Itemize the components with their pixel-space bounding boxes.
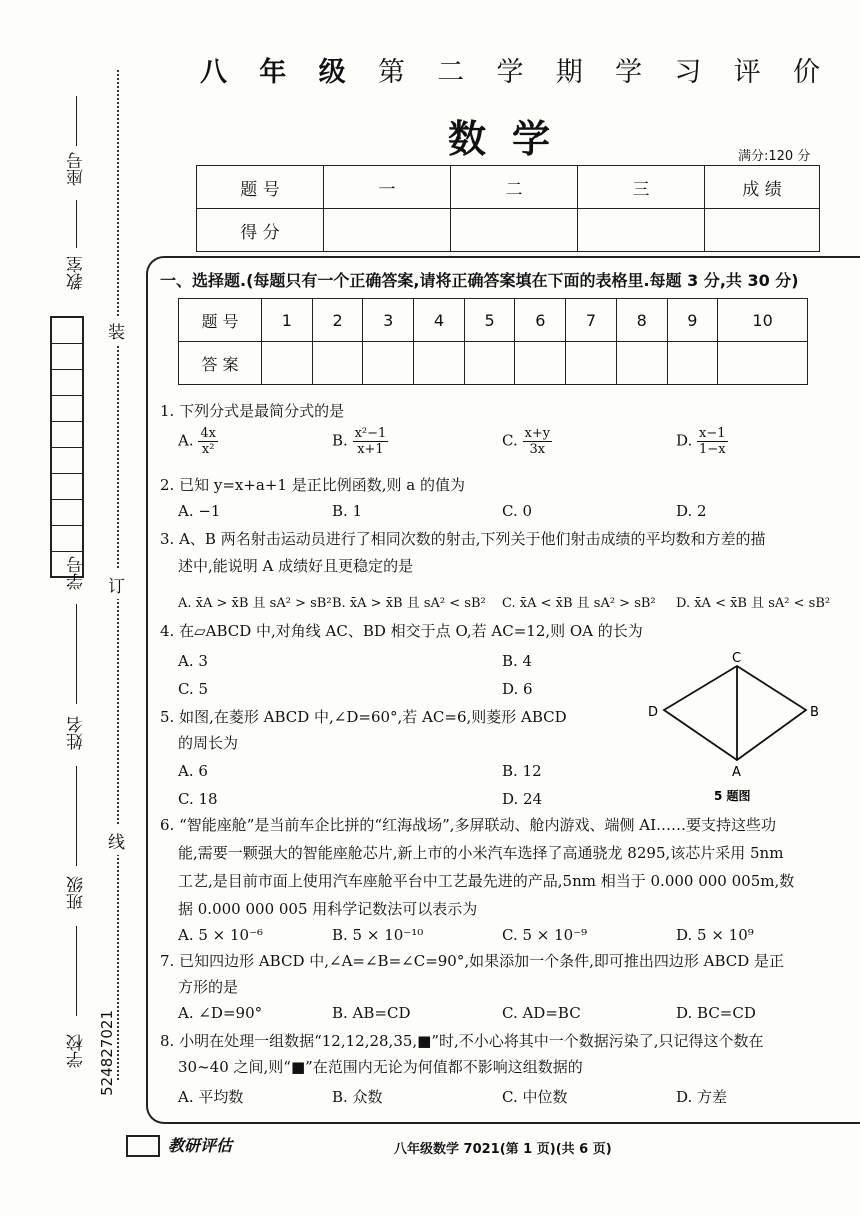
answer-cell[interactable] [312, 342, 363, 385]
q7-line1: 7. 已知四边形 ABCD 中,∠A=∠B=∠C=90°,如果添加一个条件,即可推出四边形 ABCD 是正 [160, 952, 785, 970]
answer-header-cell: 8 [616, 299, 667, 342]
q7-option-c: C. AD=BC [502, 1004, 581, 1022]
subject-title: 数学 [448, 117, 577, 161]
score-cell[interactable] [324, 209, 451, 252]
q7-option-d: D. BC=CD [676, 1004, 756, 1022]
q5-option-a: A. 6 [178, 762, 208, 780]
q6-option-d: D. 5 × 10⁹ [676, 926, 754, 944]
answer-table [178, 298, 808, 385]
q2-option-d: D. 2 [676, 502, 707, 520]
denominator: 1−x [699, 442, 726, 457]
score-header-cell: 题 号 [197, 166, 324, 209]
classroom-blank-line[interactable] [76, 200, 77, 248]
student-no-label: 学号 [67, 556, 87, 590]
bind-word-ding: 订 [108, 570, 125, 599]
answer-row-label: 答 案 [179, 342, 262, 385]
score-cell[interactable] [705, 209, 820, 252]
answer-header-cell: 4 [414, 299, 465, 342]
q4-option-c: C. 5 [178, 680, 209, 698]
q3-option-a: A. x̄A > x̄B 且 sA² > sB² [178, 596, 332, 611]
school-label: 学校 [67, 1034, 87, 1068]
numerator: x+y [524, 426, 551, 441]
score-header-cell: 三 [578, 166, 705, 209]
title-char: 期 [555, 57, 583, 88]
q1-option-a [178, 426, 218, 457]
numerator: 4x [200, 426, 216, 441]
q8-line2: 30~40 之间,则“■”在范围内无论为何值都不影响这组数据的 [178, 1058, 583, 1076]
q1-option-d [676, 426, 728, 457]
fraction [697, 426, 728, 457]
answer-cell[interactable] [515, 342, 566, 385]
option-letter: B. [332, 431, 348, 450]
classroom-label: 教室 [67, 256, 87, 290]
answer-cell[interactable] [667, 342, 718, 385]
bind-word-zhuang: 装 [108, 316, 125, 345]
title-char: 八 [200, 57, 227, 88]
q2-option-c: C. 0 [502, 502, 533, 520]
footer-box [126, 1135, 160, 1157]
q3-stem-line2: 述中,能说明 A 成绩好且更稳定的是 [178, 557, 414, 575]
q1-option-b [332, 426, 388, 457]
q8-option-c: C. 中位数 [502, 1088, 568, 1106]
score-header-cell: 成 绩 [705, 166, 820, 209]
exam-title [200, 50, 820, 89]
q6-line1: 6. “智能座舱”是当前车企比拼的“红海战场”,多屏联动、舱内游戏、端侧 AI……要支持这些功 [160, 816, 777, 834]
answer-cell[interactable] [566, 342, 617, 385]
q6-option-b: B. 5 × 10⁻¹⁰ [332, 926, 424, 944]
student-id-boxes[interactable] [50, 316, 84, 578]
answer-header-cell: 3 [363, 299, 414, 342]
q5-stem-line2: 的周长为 [178, 734, 239, 752]
vertex-a-label: A [732, 765, 741, 780]
title-char: 评 [733, 57, 761, 88]
score-cell[interactable] [578, 209, 705, 252]
answer-header-cell: 9 [667, 299, 718, 342]
seat-label: 座号 [67, 152, 87, 186]
title-char: 二 [437, 57, 465, 88]
q1-stem: 1. 下列分式是最简分式的是 [160, 402, 345, 420]
name-label: 姓名 [67, 716, 87, 750]
q5-option-c: C. 18 [178, 790, 218, 808]
q1-option-c [502, 426, 552, 457]
title-char: 年 [259, 57, 287, 88]
answer-cell[interactable] [414, 342, 465, 385]
q5-option-d: D. 24 [502, 790, 543, 808]
vertex-b-label: B [810, 705, 819, 720]
q6-line4: 据 0.000 000 005 用科学记数法可以表示为 [178, 900, 478, 918]
answer-cell[interactable] [616, 342, 667, 385]
title-char: 习 [674, 57, 702, 88]
q8-option-b: B. 众数 [332, 1088, 383, 1106]
denominator: x+1 [357, 442, 384, 457]
q8-line1: 8. 小明在处理一组数据“12,12,28,35,■”时,不小心将其中一个数据污染了,只记得这个数在 [160, 1032, 764, 1050]
answer-header-cell: 7 [566, 299, 617, 342]
answer-header-cell: 1 [262, 299, 313, 342]
q3-stem-line1: 3. A、B 两名射击运动员进行了相同次数的射击,下列关于他们射击成绩的平均数和方差的描 [160, 530, 766, 548]
q4-option-a: A. 3 [178, 652, 208, 670]
name-blank-line[interactable] [76, 766, 77, 866]
score-cell[interactable] [451, 209, 578, 252]
serial-number: 524827021 [98, 1010, 116, 1096]
q4-option-b: B. 4 [502, 652, 533, 670]
fraction [198, 426, 218, 457]
vertex-c-label: C [732, 651, 742, 666]
rhombus-figure [640, 648, 830, 808]
q8-option-d: D. 方差 [676, 1088, 728, 1106]
q4-option-d: D. 6 [502, 680, 533, 698]
answer-header-cell: 题 号 [179, 299, 262, 342]
title-char: 级 [318, 57, 346, 88]
q6-line2: 能,需要一颗强大的智能座舱芯片,新上市的小米汽车选择了高通骁龙 8295,该芯片采用 5nm [178, 844, 784, 862]
answer-header-cell: 10 [718, 299, 808, 342]
answer-cell[interactable] [718, 342, 808, 385]
name-blank-line-top[interactable] [76, 604, 77, 704]
answer-header-cell: 6 [515, 299, 566, 342]
answer-cell[interactable] [464, 342, 515, 385]
denominator: 3x [529, 442, 546, 457]
score-header-cell: 一 [324, 166, 451, 209]
title-char: 学 [496, 57, 524, 88]
score-header-cell: 二 [451, 166, 578, 209]
q4-stem: 4. 在▱ABCD 中,对角线 AC、BD 相交于点 O,若 AC=12,则 OA 的长为 [160, 622, 643, 640]
numerator: x²−1 [354, 426, 387, 441]
answer-header-cell: 5 [464, 299, 515, 342]
bind-word-xian: 线 [108, 826, 125, 855]
option-letter: C. [502, 431, 518, 450]
answer-cell[interactable] [363, 342, 414, 385]
q3-option-d: D. x̄A < x̄B 且 sA² < sB² [676, 596, 831, 611]
q7-option-b: B. AB=CD [332, 1004, 411, 1022]
option-letter: D. [676, 431, 693, 450]
denominator: x² [201, 442, 215, 457]
title-char: 价 [792, 57, 820, 88]
q7-option-a: A. ∠D=90° [178, 1004, 263, 1022]
class-blank-line[interactable] [76, 926, 77, 1016]
seat-blank-line[interactable] [76, 96, 77, 146]
figure-caption: 5 题图 [714, 789, 751, 803]
section1-title: 一、选择题.(每题只有一个正确答案,请将正确答案填在下面的表格里.每题 3 分,共 30 分) [160, 271, 799, 290]
title-char: 学 [615, 57, 643, 88]
q5-option-b: B. 12 [502, 762, 542, 780]
title-char: 第 [377, 57, 405, 88]
numerator: x−1 [699, 426, 726, 441]
score-table [196, 165, 820, 252]
rhombus-shape [664, 666, 806, 760]
answer-header-cell: 2 [312, 299, 363, 342]
q3-option-c: C. x̄A < x̄B 且 sA² > sB² [502, 596, 656, 611]
full-score: 满分:120 分 [738, 149, 811, 164]
option-letter: A. [178, 431, 194, 450]
footer-left-text: 教研评估 [168, 1136, 233, 1155]
q7-line2: 方形的是 [178, 978, 239, 996]
q3-option-b: B. x̄A > x̄B 且 sA² < sB² [332, 596, 486, 611]
q6-option-a: A. 5 × 10⁻⁶ [178, 926, 264, 944]
page-footer: 八年级数学 7021(第 1 页)(共 6 页) [394, 1142, 612, 1157]
score-row-label: 得 分 [197, 209, 324, 252]
fraction [353, 426, 389, 457]
q2-option-b: B. 1 [332, 502, 363, 520]
q6-option-c: C. 5 × 10⁻⁹ [502, 926, 588, 944]
class-label: 班级 [67, 876, 87, 910]
q5-stem-line1: 5. 如图,在菱形 ABCD 中,∠D=60°,若 AC=6,则菱形 ABCD [160, 708, 567, 726]
q6-line3: 工艺,是目前市面上使用汽车座舱平台中工艺最先进的产品,5nm 相当于 0.000 000 005m,数 [178, 872, 795, 890]
fraction [523, 426, 553, 457]
q2-stem: 2. 已知 y=x+a+1 是正比例函数,则 a 的值为 [160, 476, 465, 494]
q8-option-a: A. 平均数 [178, 1088, 244, 1106]
vertex-d-label: D [648, 705, 659, 720]
q2-option-a: A. −1 [178, 502, 221, 520]
answer-cell[interactable] [262, 342, 313, 385]
